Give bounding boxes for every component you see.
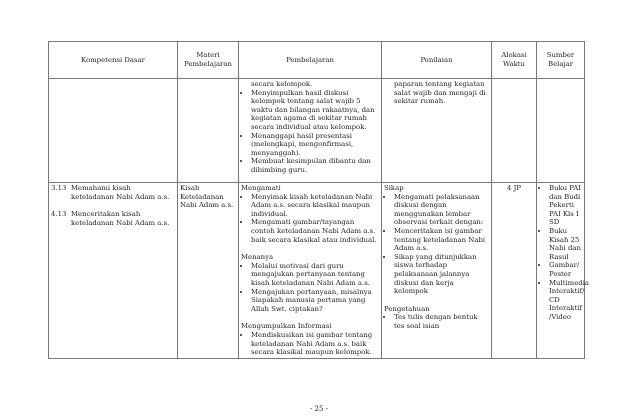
mengamati-label: Mengamati [241, 184, 281, 192]
pembelajaran-lead: secara kelompok. [251, 80, 313, 88]
penilaian-text: paparan tentang kegiatan salat wajib dan mengaji di sekitar rumah. [394, 80, 486, 106]
list-item: • Menceritakan isi gambar tentang keteladanan Nabi Adam a.s. [394, 227, 489, 253]
penilaian-cell [382, 79, 492, 183]
list-item: • Multimedia Interaktif/ CD Interaktif /Video [549, 279, 582, 322]
list-item: • Menanggapi hasil presentasi (melengkapi, mengonfirmasi, menyanggah). [251, 132, 379, 158]
pembelajaran-cell [239, 183, 382, 359]
pengetahuan-label: Pengetahuan [384, 304, 430, 313]
list-item: • Mengamati pelaksanaan diskusi dengan menggunakan lembar observasi terkait dengan: [394, 193, 489, 227]
kd-cell-empty [49, 79, 178, 183]
curriculum-table [48, 41, 590, 359]
header-row [49, 42, 585, 79]
header-kompetensi-dasar: Kompetensi Dasar [49, 42, 178, 79]
kd-cell [49, 183, 178, 359]
list-item: • Mengamati gambar/tayangan contoh keteladanan Nabi Adam a.s. baik secara klasikal atau individual. [251, 218, 379, 244]
list-item: • Buku Kisah 25 Nabi dan Rasul [549, 227, 582, 261]
table-row [49, 183, 585, 359]
list-item: • Menyimpulkan hasil diskusi kelompok tentang salat wajib 5 waktu dan bilangan rakaatnya, dan kegiatan agama di sekitar rumah secara individual atau kelompok. [251, 89, 379, 132]
materi-cell: Kisah Keteladanan Nabi Adam a.s. [178, 183, 239, 359]
header-alokasi-waktu: Alokasi Waktu [492, 42, 537, 79]
menanya-label: Menanya [241, 253, 274, 262]
header-pembelajaran: Pembelajaran [239, 42, 382, 79]
list-item: • Tes tulis dengan bentuk tes soal isian [394, 313, 489, 330]
header-materi: Materi Pembelajaran [178, 42, 239, 79]
kd-number: 4.13 [51, 210, 67, 219]
list-item: • Mendiskusikan isi gambar tentang keteladanan Nabi Adam a.s. baik secara klasikal maupun kelompok. [251, 331, 379, 357]
pembelajaran-cell [239, 79, 382, 183]
list-item: • Gambar/ Poster [549, 261, 582, 278]
sumber-cell-empty [537, 79, 585, 183]
pembelajaran-list [241, 89, 379, 175]
sumber-list [539, 184, 590, 322]
sikap-label: Sikap [384, 184, 404, 192]
penilaian-cell [382, 183, 492, 359]
list-item: • Mengajukan pertanyaan, misalnya Siapakah manusia pertama yang Allah Swt. ciptakan? [251, 288, 379, 314]
list-item: • Melalui motivasi dari guru mengajukan pertanyaan tentang kisah keteladanan Nabi Adam a.s. [251, 262, 379, 288]
materi-cell-empty [178, 79, 239, 183]
kd-item [51, 210, 175, 227]
list-item: • Sikap yang ditunjukkan siswa terhadap pelaksanaan jalannya diskusi dan kerja kelompok [394, 253, 489, 296]
kd-text: Menceritakan kisah keteladanan Nabi Adam a.s. [71, 210, 170, 227]
alokasi-cell-empty [492, 79, 537, 183]
mengumpulkan-label: Mengumpulkan Informasi [241, 322, 332, 331]
sikap-list [384, 193, 489, 296]
pengetahuan-list [384, 313, 489, 330]
page-number: - 25 - [309, 405, 329, 413]
mengamati-list [241, 193, 379, 245]
menanya-list [241, 262, 379, 314]
alokasi-cell: 4 JP [492, 183, 537, 359]
kd-item [51, 184, 175, 201]
table-row [49, 79, 585, 183]
list-item: • Buku PAI dan Budi Pekerti PAI Kls I SD [549, 184, 582, 227]
list-item: • Membuat kesimpulan dibantu dan dibimbing guru. [251, 157, 379, 174]
list-item: • Menyimak kisah keteladanan Nabi Adam a.s. secara klasikal maupun individual. [251, 193, 379, 219]
header-penilaian: Penilaian [382, 42, 492, 79]
mengumpulkan-list [241, 331, 379, 357]
sumber-cell [537, 183, 590, 359]
header-sumber-belajar: Sumber Belajar [537, 42, 585, 79]
kd-number: 3.13 [51, 184, 67, 192]
kd-text: Memahami kisah keteladanan Nabi Adam a.s. [71, 184, 170, 201]
